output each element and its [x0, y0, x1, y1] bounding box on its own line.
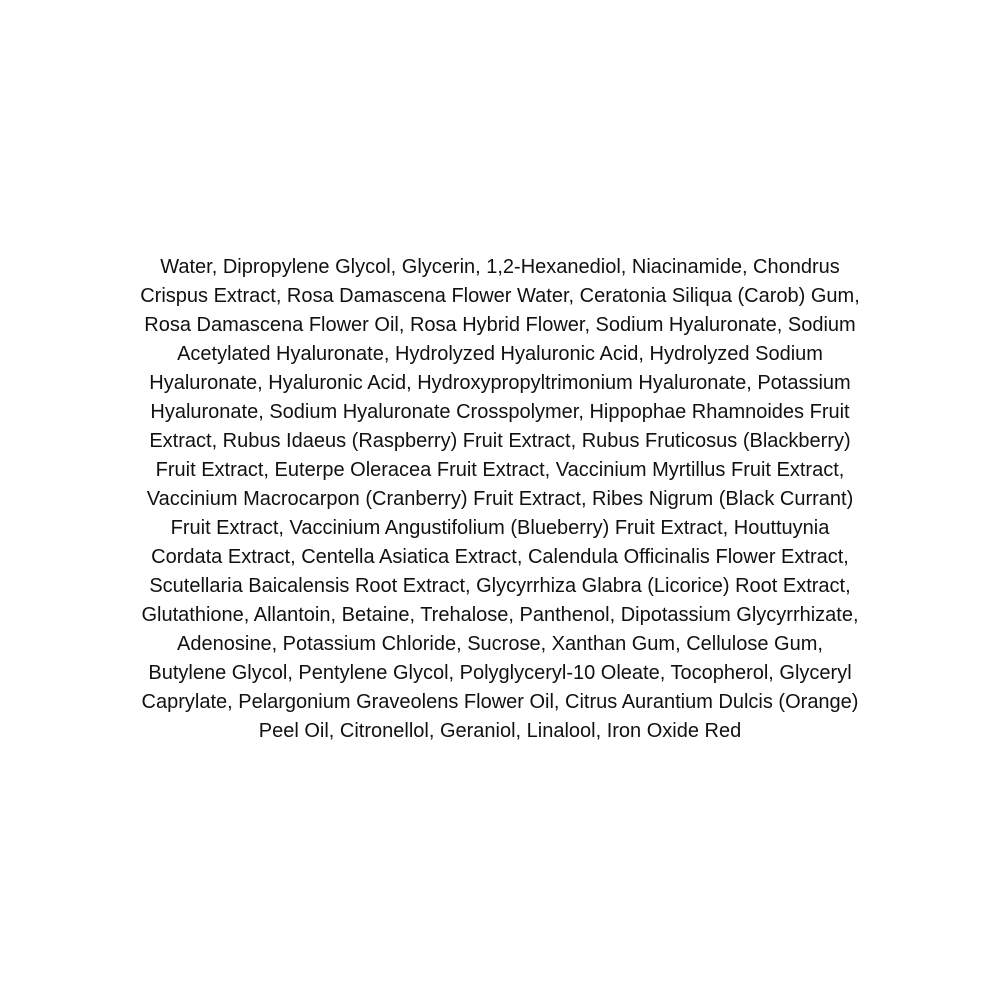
ingredients-line: Butylene Glycol, Pentylene Glycol, Polyglyceryl-10 Oleate, Tocopherol, Glyceryl	[148, 662, 852, 684]
ingredients-line: Vaccinium Macrocarpon (Cranberry) Fruit Extract, Ribes Nigrum (Black Currant)	[146, 488, 854, 510]
ingredients-line: Water, Dipropylene Glycol, Glycerin, 1,2-Hexanediol, Niacinamide, Chondrus	[160, 256, 840, 278]
ingredients-line: Acetylated Hyaluronate, Hydrolyzed Hyaluronic Acid, Hydrolyzed Sodium	[177, 343, 823, 365]
ingredients-line: Crispus Extract, Rosa Damascena Flower Water, Ceratonia Siliqua (Carob) Gum,	[140, 285, 860, 307]
ingredients-line: Hyaluronate, Hyaluronic Acid, Hydroxypropyltrimonium Hyaluronate, Potassium	[149, 372, 851, 394]
ingredients-line: Glutathione, Allantoin, Betaine, Trehalose, Panthenol, Dipotassium Glycyrrhizate,	[141, 604, 859, 626]
ingredients-list	[0, 253, 1000, 746]
ingredients-line: Fruit Extract, Euterpe Oleracea Fruit Extract, Vaccinium Myrtillus Fruit Extract,	[155, 459, 845, 481]
ingredients-line: Extract, Rubus Idaeus (Raspberry) Fruit Extract, Rubus Fruticosus (Blackberry)	[149, 430, 851, 452]
ingredients-line: Fruit Extract, Vaccinium Angustifolium (Blueberry) Fruit Extract, Houttuynia	[170, 517, 830, 539]
ingredients-line: Rosa Damascena Flower Oil, Rosa Hybrid Flower, Sodium Hyaluronate, Sodium	[144, 314, 856, 336]
ingredients-line: Scutellaria Baicalensis Root Extract, Glycyrrhiza Glabra (Licorice) Root Extract,	[149, 575, 851, 597]
ingredients-line: Hyaluronate, Sodium Hyaluronate Crosspolymer, Hippophae Rhamnoides Fruit	[150, 401, 850, 423]
ingredients-line: Adenosine, Potassium Chloride, Sucrose, Xanthan Gum, Cellulose Gum,	[177, 633, 823, 655]
ingredients-line: Caprylate, Pelargonium Graveolens Flower Oil, Citrus Aurantium Dulcis (Orange)	[141, 691, 859, 713]
ingredients-line: Cordata Extract, Centella Asiatica Extract, Calendula Officinalis Flower Extract,	[151, 546, 849, 568]
ingredients-line: Peel Oil, Citronellol, Geraniol, Linalool, Iron Oxide Red	[258, 720, 742, 742]
